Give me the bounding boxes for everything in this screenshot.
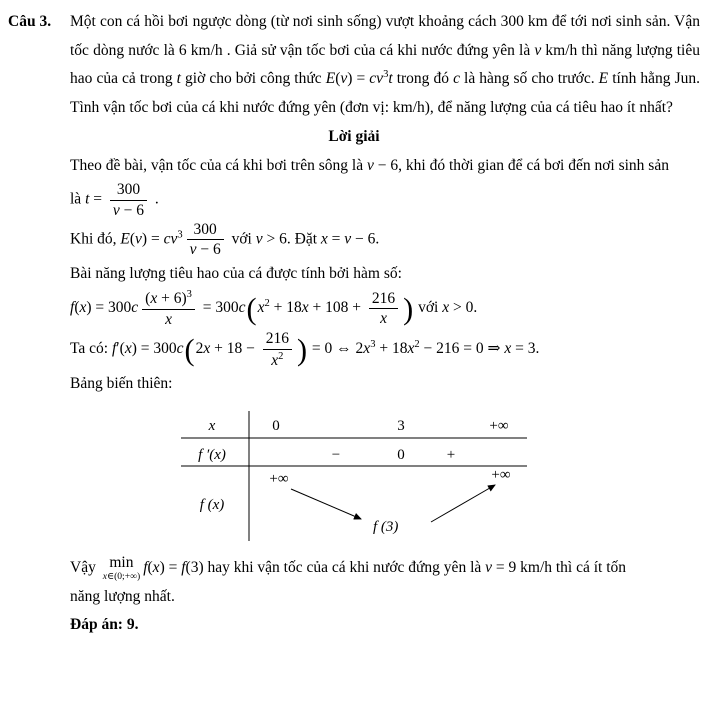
- table-f-label: f (x): [199, 496, 225, 513]
- paragraph-answer: Đáp án: 9.: [70, 616, 139, 634]
- table-f-top-left: +∞: [269, 470, 289, 487]
- paragraph-energy-formula: Khi đó, $E(v) = cv^3$ $\frac{300}{v - 6}$ với v > 6. Đặt x = v − 6.: [70, 220, 380, 259]
- decreasing-arrow-icon: [291, 489, 361, 519]
- question-label: Câu 3.: [8, 13, 52, 30]
- paragraph-derivative: Ta có: f′(x) = 300c(2x + 18 − $\frac{216}{x^2}$ ) = 0 ⇔ $2x^3 + 18x^2 - 216 = 0$ ⇒ x = 3.: [70, 330, 540, 369]
- table-f-top-right: +∞: [491, 466, 511, 483]
- paragraph-time-formula: là t = $\frac{300}{v - 6}$ .: [70, 181, 159, 219]
- table-fprime-zero: 0: [397, 446, 405, 463]
- paragraph-fx-formula: f(x) = 300c $\frac{(x + 6)^3}{x}$ = $300c(x^2 + 18x + 108$ + $\frac{216}{x}$ ) với x > 0.: [70, 289, 478, 328]
- question-block: [8, 8, 700, 123]
- paragraph-conclusion-2: năng lượng nhất.: [70, 587, 175, 605]
- solution-title: Lời giải: [328, 127, 380, 145]
- table-fprime-plus: +: [446, 446, 456, 463]
- table-var-label: x: [208, 417, 216, 434]
- paragraph-bbt-label: Bảng biến thiên:: [70, 375, 173, 393]
- paragraph-intro: Theo đề bài, vận tốc của cá khi bơi trên sông là v − 6, khi đó thời gian để cá bơi đến nơi sinh sản: [70, 156, 669, 174]
- variation-table-container: [8, 409, 700, 548]
- table-fprime-label: f ′(x): [198, 446, 226, 463]
- table-x-value-3: 3: [397, 417, 405, 434]
- table-x-value-0: 0: [272, 417, 280, 434]
- table-f-min: f (3): [373, 518, 399, 535]
- variation-table: [179, 409, 529, 543]
- table-x-value-inf: +∞: [489, 417, 509, 434]
- increasing-arrow-icon: [431, 485, 495, 522]
- table-fprime-minus: −: [331, 446, 341, 463]
- question-text: Một con cá hồi bơi ngược dòng (từ nơi sinh sống) vượt khoảng cách 300 km để tới nơi sinh sản. Vận tốc dòng nước là 6 km/h . Giả sử vận tốc bơi của cá khi nước đứng yên là v km/h thì năng lượng tiêu hao của cả trong t giờ cho bởi công thức $E(v) = cv^3t$ trong đó c là hàng số cho trước. E tính hằng Jun. Tình vận tốc bơi của cá khi nước đứng yên (đơn vị: km/h), để năng lượng của cá tiêu hao ít nhất?: [70, 13, 700, 117]
- paragraph-conclusion: Vậy min x∈(0;+∞) f(x) = f(3) hay khi vận tốc của cá khi nước đứng yên là v = 9 km/h thì cá ít tốn: [70, 554, 627, 582]
- paragraph-function-intro: Bài năng lượng tiêu hao của cá được tính bởi hàm số:: [70, 264, 402, 282]
